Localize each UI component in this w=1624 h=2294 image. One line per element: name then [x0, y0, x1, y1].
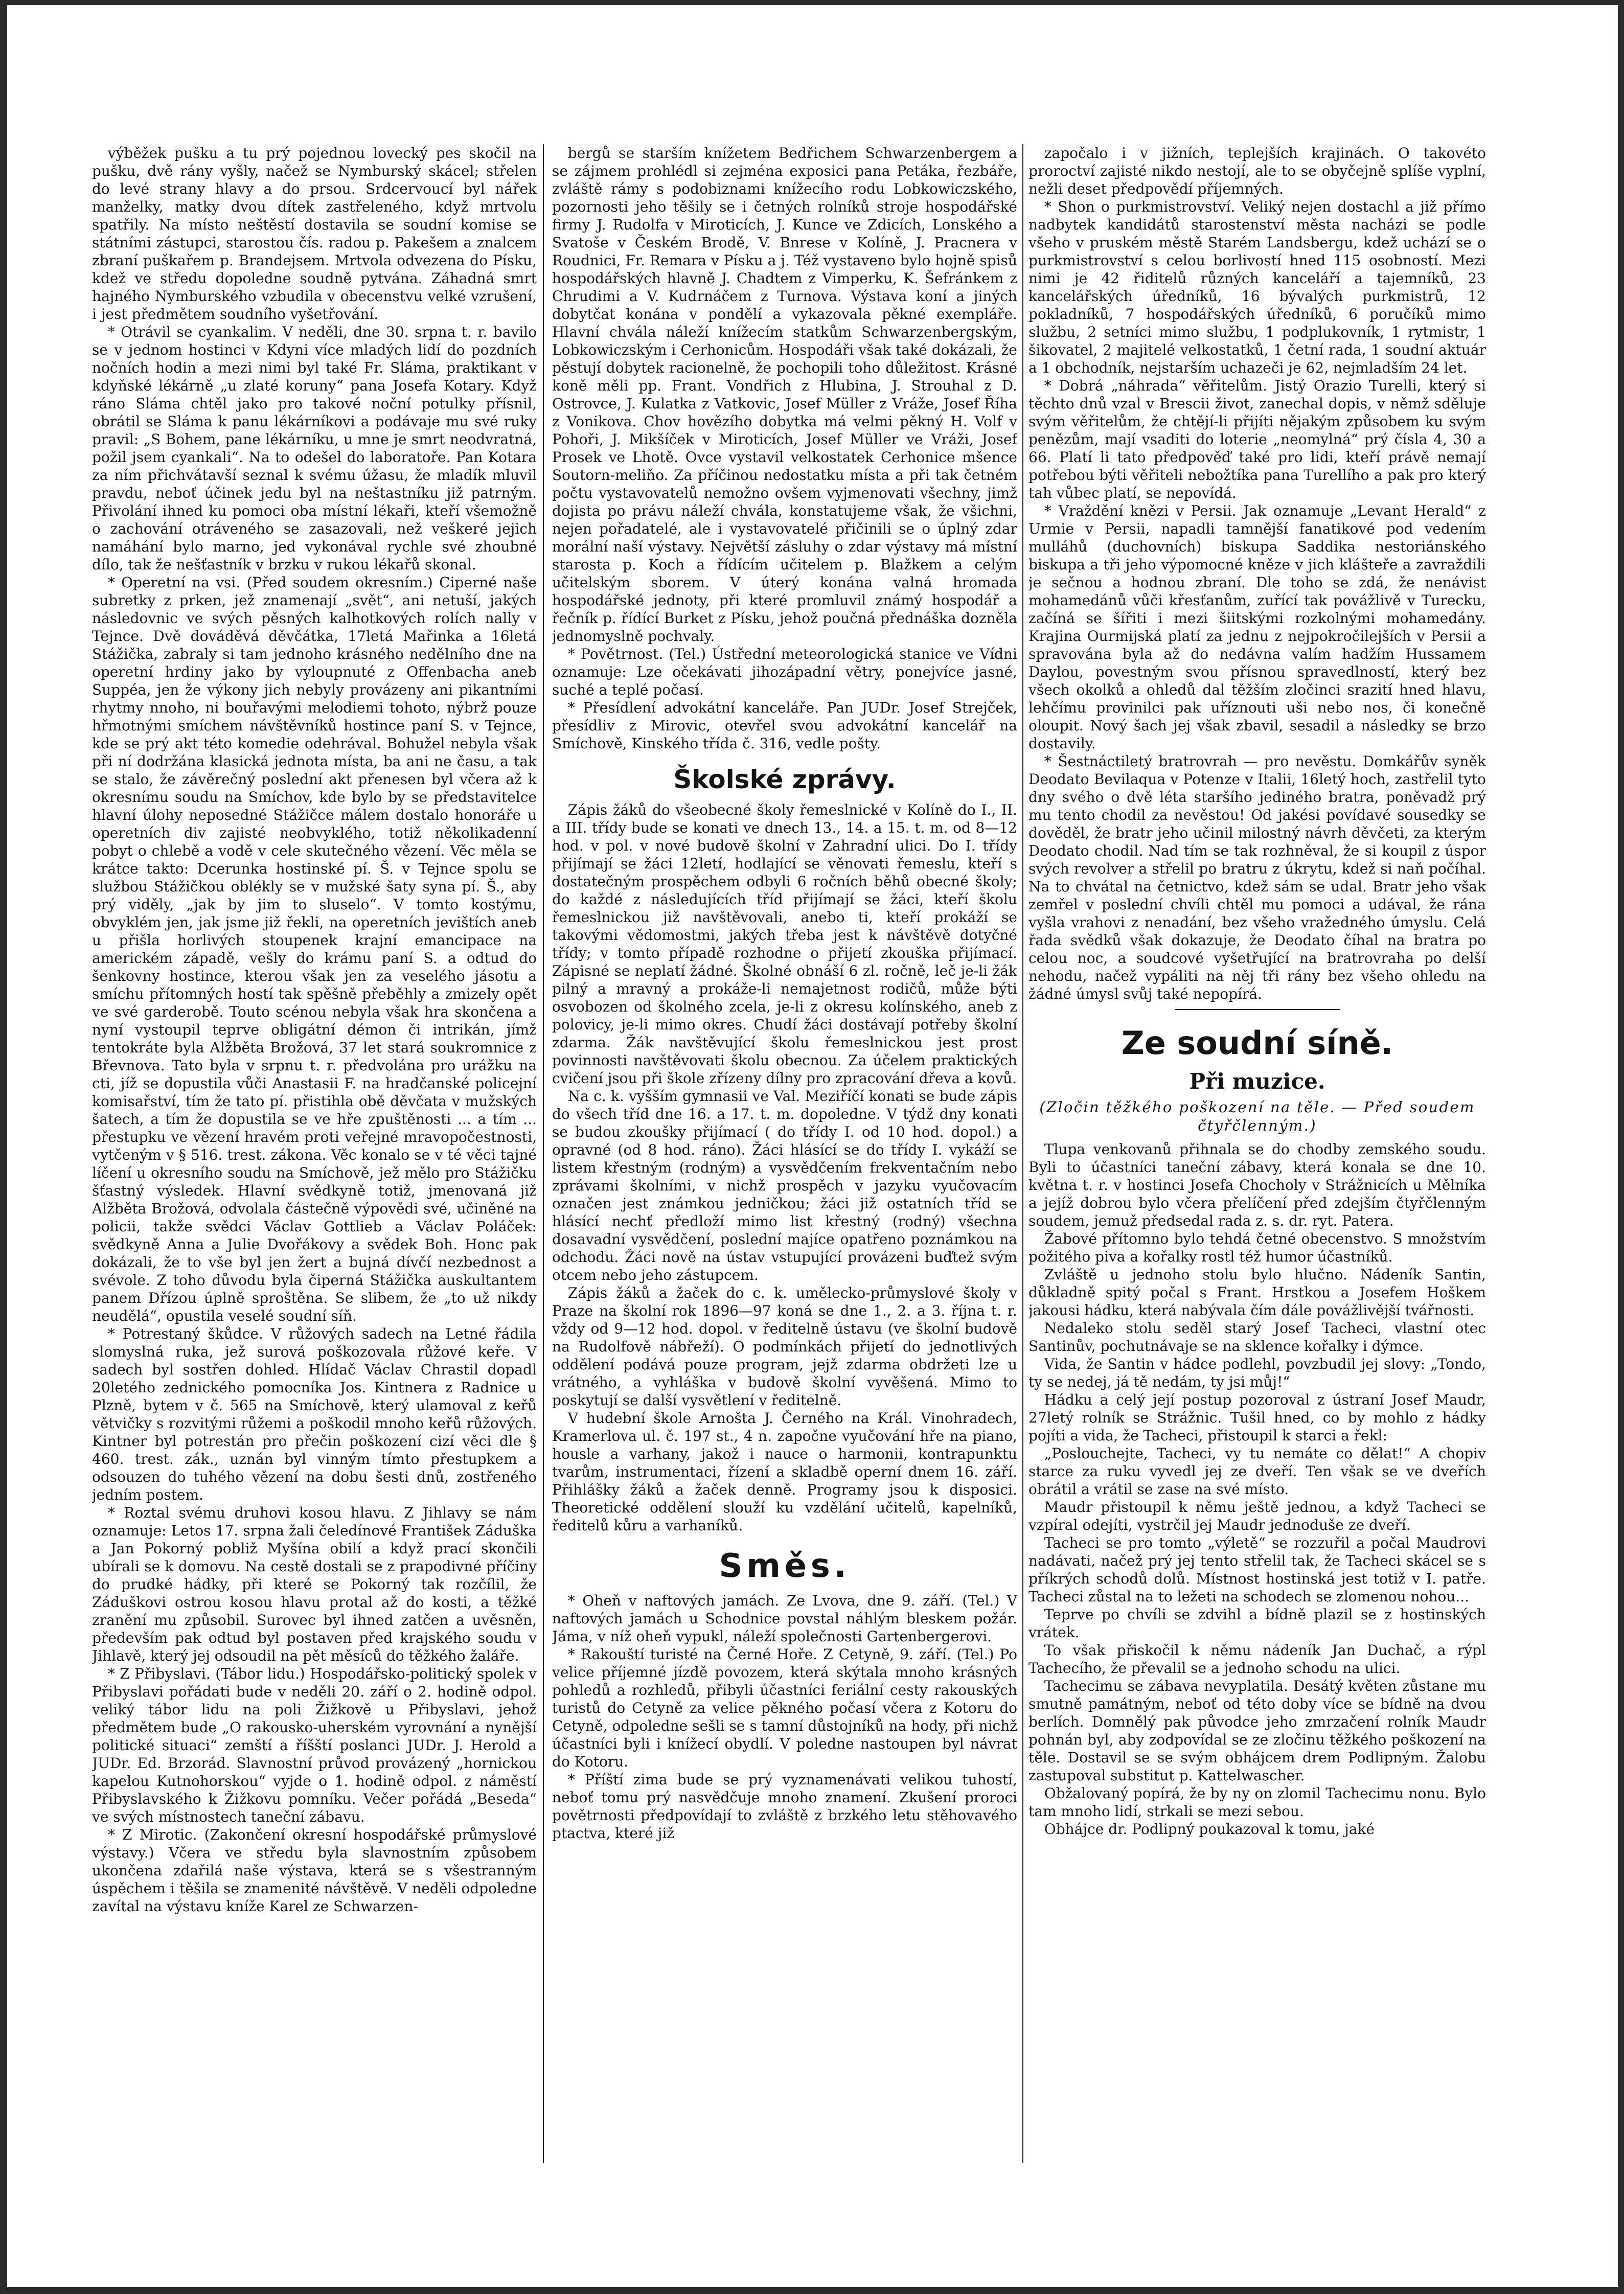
- article-mirotice-exhibition-cont: bergů se starším knížetem Bedřichem Schwarzenbergem a se zájmem prohlédl si zejména exposici pana Petáka, řezbáře, zvláště rámy s podobiznami knížecího rodu Lobkowiczského, pozornosti jeho těšily se i četných rolníků stroje hospodářské firmy J. Rudolfa v Miroticích, J. Kunce ve Zdicích, Lonského a Svatoše v Českém Brodě, V. Bnrese v Kolíně, J. Pracnera v Roudnici, Fr. Remara v Písku a j. Též vystaveno bylo hojně spisů hospodářských hlavně J. Chadtem z Vimperku, K. Šefránkem z Chrudimi a V. Kudrnáčem z Turnova. Výstava koní a jiných dobytčat konána v pondělí a vykazovala pěkné exempláře. Hlavní chvála náleží knížecím statkům Schwarzenbergským, Lobkowiczským i Cerhonicům. Hospodáři však také dokázali, že pěstují dobytek racionelně, že pochopili toho důležitost. Krásné koně měli pp. Frant. Vondřich z Hlubina, J. Strouhal z D. Ostrovce, J. Kulatka z Vatkovic, Josef Müller z Vráže, Josef Říha z Vonikova. Chov hovězího dobytka má velmi pěkný H. Volf v Pohoři, J. Mikšíček v Miroticích, Josef Müller ve Vráži, Josef Prosek ve Lhotě. Ovce vystavil velkostatek Cerhonice mšence Soutorn-meliňo. Za příčinou nedostatku místa a při tak četném počtu vystavovatelů nemožno ovšem vyjmenovati všechny, jimž dojista po právu náleží chvála, konstatujeme však, že všichni, nejen pořadatelé, ale i vystavovatelé přičinili se o úplný zdar morální naší výstavy. Největší zásluhy o zdar výstavy má místní starosta p. Koch a řídícím učitelem p. Blažkem a celým učitelským sborem. V úterý konána valná hromada hospodářské jednoty, při které promluvil známý hospodář a řečník p. řídící Burket z Písku, jehož poučná přednáška dozněla jednomyslně pochvaly.: [552, 145, 1017, 645]
- column-rule-2: [1022, 144, 1023, 2163]
- article-oil-pit-fire: * Oheň v naftových jamách. Ze Lvova, dne 9. září. (Tel.) V naftových jamách u Schodnice povstal náhlým bleskem požár. Jáma, v níž oheň vypukl, náleží společnosti Gartenbergerovi.: [552, 1592, 1017, 1645]
- column-2: [552, 144, 1017, 2209]
- court-case-note: (Zločin těžkého poškození na těle. — Před soudem čtyřčlenným.): [1039, 1098, 1475, 1135]
- court-case-title: Při muzice.: [1189, 1068, 1325, 1094]
- court-paragraph: „Poslouchejte, Tacheci, vy tu nemáte co dělat!“ A chopiv starce za ruku vyvedl jej ze dveří. Ten však se ve dveřích obrátil a vrátil se zase na své místo.: [1028, 1444, 1486, 1498]
- scan-edge-top: [0, 0, 1624, 5]
- article-operetta-in-village: * Operetní na vsi. (Před soudem okresním.) Ciperné naše subretky z prken, jež znamenají „svět“, ani netuší, jakých následovnic ve svých pěsných kalhotkových rolích nally v Tejnce. Dvě dováděvá děvčátka, 17letá Mařinka a 16letá Stážička, zabraly si tam jednoho krásného nedělního dne na operetní hrdiny jako by vyloupnuté z Offenbacha aneb Suppéa, jen že výkony jich nebyly provázeny ani pikantními rhytmy nnoho, ni bouřavými melodiemi tohoto, nýbrž pouze hřmotnými smíchem návštěvníků hostince paní S. v Tejnce, kde se prý akt této komedie odehrával. Bohužel nebyla však při ní dodržána klasická jednota místa, ba ani ne času, a tak se stalo, že závěrečný poslední akt přenesen byl včera až k okresnímu soudu na Smíchov, kde bylo by se představitelce hlavní úlohy neposedné Stážičce málem dostalo honoráře u operetních div zajisté neobvyklého, totiž několikadenní pobyt o chlebě a vodě v cele skutečného vězení. Věc měla se krátce takto: Dcerunka hostinské pí. Š. v Tejnce spolu se službou Stážičkou oblékly se v mužské šaty syna pí. Š., aby prý viděly, „jak by jim to sluselo“. V tomto kostýmu, obvyklém jen, jak jsme již řekli, na operetních jevištích aneb u přišla horlivých stoupenek krajní emancipace na americkém západě, vešly do krámu paní S. a odtud do šenkovny hostince, kterou však jen za veselého jásotu a smíchu přítomných hostí tak spěšně přeběhly a zmizely opět ve své garderobě. Touto scénou nebyla však hra skončena a nyní vystoupil teprve obligátní démon či intrikán, jímž tentokráte byla Alžběta Brožová, 37 let stará soukromnice z Břevnova. Tato byla v srpnu t. r. předvolána pro urážku na cti, jíž se dopustila vůči Anastasii F. na hradčanské policejní komisařství, tím že tato pí. přistihla obě děvčata v mužských šatech, a tím že dopustila se ve hře zpuštěnosti ... a tím ... přestupku ve vězení hravém proti veřejné mravopočestnosti, vytčeným v § 516. trest. zákona. Věc konalo se v té věci tajné líčení u okresního soudu na Smíchově, jež mělo pro Stážičku šťastný výsledek. Hlavní svědkyně totiž, jmenovaná již Alžběta Brožová, odvolala částečně výpovědi své, učiněné na policii, takže svědci Václav Gottlieb a Václav Poláček: svědkyně Anna a Julie Dvořákovy a svědek Boh. Honc pak dokázali, že to vše byl jen žert a bujná dívčí nezbednost a svévole. Z toho důvodu byla čiperná Stážička auskultantem panem Dřízou úplně sproštěna. Se slibem, že „to už nikdy neudělá“, opustila veselé soudní síň.: [92, 574, 537, 1324]
- article-punished-vandal: * Potrestaný škůdce. V růžových sadech na Letné řádila slomyslná ruka, jež surová poškozovala růžové keře. V sadech byl sostřen dohled. Hlídač Václav Chrastil dopadl 20letého zednického pomocníka Jos. Kintnera z Radnice u Plzně, bytem v č. 565 na Smíchově, který ulamoval z keřů větvičky s rozvitými růžemi a poškodil mnoho keřů růžových. Kintner byl potrestán pro přečin poškození cizí věci dle § 460. trest. zák., uznán byl vinným tímto přestupkem a odsouzen do tuhého vězení na dobu šesti dnů, zostřeného jedním postem.: [92, 1325, 537, 1503]
- article-scythe-attack: * Roztal svému druhovi kosou hlavu. Z Jihlavy se nám oznamuje: Letos 17. srpna žali čeledínové František Záduška a Jan Pokorný pobliž Myšína obilí a když prací skončili ubírali se k domovu. Na cestě dostali se z prapodivné příčiny do prudké hádky, při které se Pokorný tak rozčílil, že Záduškovi ostrou kosou hlavu protal až do kosti, a těžké zranění mu způsobil. Surovec byl ihned zatčen a uvěsněn, především pak odtud byl postaven před krajského soudu v Jihlavě, který jej odsoudil na pět měsíců do těžkého žaláře.: [92, 1504, 537, 1664]
- article-meziříčí-gymnasium: Na c. k. vyšším gymnasii ve Val. Meziříčí konati se bude zápis do všech tříd dne 16. a 17. t. m. dopoledne. V týdž dny konati se budou zkoušky přijímací ( do třídy I. od 10 hod. dopol.) a opravné (od 8 hod. ráno). Žáci hlásící se do třídy I. vykáží se listem křestným (rodným) a vysvědčením frekventačním nebo zprávami školními, v nichž prospěch v jazyku vyučovacím označen jest známkou jedničkou; žáci již ostatních tříd se hlásící nechť předloží mimo list křestný (rodný) všechna dosavadní vysvědčení, poslední majíce opatřeno poznámkou na odchodu. Žáci nově na ústav vstupující provázeni buďtež svým otcem nebo jeho zástupcem.: [552, 1087, 1017, 1283]
- court-paragraph: Obžalovaný popírá, že by ny on zlomil Tachecimu nonu. Bylo tam mnoho lidí, strkali se mezi sebou.: [1028, 1784, 1486, 1820]
- court-paragraph: Tachecimu se zábava nevyplatila. Desátý květen zůstane mu smutně památným, neboť od této doby více se bídně na dvou berlích. Domnělý pak původce jeho zmrzačení rolník Maudr pohnán byl, aby zodpovídal se ze zločinu těžkého poškození na těle. Dostavil se se svým obhájcem drem Podlipným. Žalobu zastupoval substitut p. Kattelwascher.: [1028, 1677, 1486, 1784]
- section-heading-miscellany: Směs.: [719, 1547, 851, 1585]
- court-paragraph: Hádku a celý její postup pozoroval z ústraní Josef Maudr, 27letý rolník se Strážnic. Tušil hned, co by mohlo z hádky pojíti a vida, že Tacheci, přistoupil k starci a řekl:: [1028, 1391, 1486, 1444]
- section-heading-school-news: Školské zprávy.: [673, 765, 896, 794]
- article-persia-priests: * Vraždění knězi v Persii. Jak oznamuje „Levant Herald“ z Urmie v Persii, napadli tamnější fanatikové pod vedením mulláhů (duchovních) biskupa Saddika nestoriánského biskupa a tři jeho výpomocné kněze v jich klášteře a zavraždili je sečnou a hodnou zbraní. Dle toho se zdá, že nenávist mohamedánů vůči křesťanům, zuřící tak povážlivě v Turecku, začíná se šířiti i mezi šiitskými rozkolnými mohamedány. Krajina Ourmijská platí za jednu z nejpokročilejších v Persii a spravována byla až do nedávna valím hadžím Hussamem Daylou, povestným svou přísnou spravedlností, který bez všech okolků a ohledů dal těžším zločinci srazití hned hlavu, lehčímu provinilci pak uříznouti uši nebo nos, či konečně oloupit. Nový šach jej však zbavil, sesadil a následky se brzo dostavily.: [1028, 502, 1486, 752]
- article-next-winter: * Příští zima bude se prý vyznamenávati velikou tuhostí, neboť tomu prý nasvědčuje mnoho znamení. Zkušení proroci povětrnosti předpovídají to zvláště z brzkého letu stěhovavého ptactva, které již: [552, 1771, 1017, 1842]
- article-next-winter-cont: započalo i v jižních, teplejších krajinách. O takovéto proroctví zajisté nikdo nestojí, ale to se obyčejně splíše vyplní, nežli deset předpovědí příjemných.: [1028, 145, 1486, 197]
- section-divider: [1175, 1009, 1339, 1010]
- article-law-office-move: * Přesídlení advokátní kanceláře. Pan JUDr. Josef Strejček, přesídliv z Mirovic, otevřel svou advokátní kancelář na Smíchově, Kinského třída č. 316, vedle pošty.: [552, 699, 1017, 752]
- court-paragraph: Obhájce dr. Podlipný poukazoval k tomu, jaké: [1044, 1820, 1375, 1838]
- court-paragraph: Teprve po chvíli se zdvihl a bídně plazil se z hostinských vrátek.: [1028, 1605, 1486, 1641]
- court-paragraph: Zvláště u jednoho stolu bylo hlučno. Nádeník Santin, důkladně spitý počal s Frant. Hrstkou a Josefem Hoškem jakousi hádku, která nabývala čím dále povážlivější tvářnosti.: [1028, 1266, 1486, 1319]
- article-austrian-tourists: * Rakouští turisté na Černé Hoře. Z Cetyně, 9. září. (Tel.) Po velice příjemné jízdě povozem, která skýtala mnoho krásných pohledů a rozhledů, přibyli účastníci feriální cesty rakouských turistů do Cetyně za velice pěkného počasí včera z Kotoru do Cetyně, odpoledne sešli se s tamní důstojníků na hody, při nichž účastníci byli i knížecí obydlí. V poledne nastoupen byl návrat do Kotoru.: [552, 1645, 1017, 1770]
- article-prague-arts-school: Zápis žáků a žaček do c. k. umělecko-průmyslové školy v Praze na školní rok 1896—97 koná se dne 1., 2. a 3. října t. r. vždy od 9—12 hod. dopol. v ředitelně ústavu (ve školní budově na Rudolfově nábřeží). O podmínkách přijetí do jednotlivých oddělení podává pouze program, jejž zdarma obdržeti lze u vrátného, a vyhláška v budově školní vyvěšená. Mimo to poskytují se další vysvětlení v ředitelně.: [552, 1284, 1017, 1409]
- article-weather: * Povětrnost. (Tel.) Ústřední meteorologická stanice ve Vídni oznamuje: Lze očekávati jihozápadní větry, ponejvíce jasné, suché a teplé počasí.: [552, 646, 1017, 698]
- column-rule-1: [543, 144, 544, 2163]
- court-paragraph: Nedaleko stolu seděl starý Josef Tacheci, vlastní otec Santinův, pochutnávaje se na sklence kořalky i dýmce.: [1028, 1319, 1486, 1355]
- column-3: [1028, 144, 1486, 2209]
- column-1: [92, 144, 537, 2209]
- article-kolin-trade-school: Zápis žáků do všeobecné školy řemeslnické v Kolíně do I., II. a III. třídy bude se konati ve dnech 13., 14. a 15. t. m. od 8—12 hod. v pol. v nové budově školní v Zahradní ulici. Do I. třídy přijímají se žáci 12letí, hodlající se věnovati řemeslu, kteří s dostatečným prospěchem odbyli 6 ročních běhů obecné školy; do každé z následujících tříd přijímají se žáci, kteří školu řemeslnickou již navštěvovali, anebo ti, kteří prokáží se takovými vědomostmi, jakých třeba jest k návštěvě dotyčné třídy; v tomto případě rozhodne o přijetí zkouška přijímací. Zápisné se neplatí žádné. Školné obnáší 6 zl. ročně, leč je-li žák pilný a mravný a prokáže-li nemajetnost rodičů, může býti osvobozen od školného zcela, je-li z okresu kolínského, aneb z polovicy, je-li mimo okres. Chudí žáci dostávají potřeby školní zdarma. Žák navštěvující školu řemeslnickou jest prost povinnosti navštěvovati školu obecnou. Za účelem praktických cvičení jsou při škole zřízeny dílny pro zpracování dřeva a kovů.: [552, 801, 1017, 1087]
- scan-edge-bottom: [0, 2287, 1624, 2294]
- section-heading-courtroom: Ze soudní síně.: [1121, 1024, 1393, 1062]
- article-music-school: V hudební škole Arnošta J. Černého na Král. Vinohradech, Kramerlova ul. č. 197 st., 4 n. započne vyučování hře na piano, housle a varhany, jakož i nauce o harmonii, kontrapunktu tvarům, instrumentaci, řízení a skladbě operní dnem 16. září. Přihlášky žáků a žaček denně. Programy jsou k disposici. Theoretické oddělení slouží ku vzdělání učitelů, kapelníků, ředitelů kůru a varhaníků.: [552, 1409, 1017, 1534]
- court-paragraph: Maudr přistoupil k němu ještě jednou, a když Tacheci se vzpíral odejíti, vystrčil jej Maudr jednoduše ze dveří.: [1028, 1498, 1486, 1533]
- article-fratricide: * Šestnáctiletý bratrovrah — pro nevěstu. Domkářův syněk Deodato Bevilaqua v Potenze v Italii, 16letý hoch, zastřelil tyto dny svého o dvě léta staršího jediného bratra, poněvadž prý mu tento chodil za nevěstou! Od jakési povídavé sousedky se dověděl, že bratr jeho učinil milostný návrh děvčeti, za kterým Deodato chodil. Nad tím se tak rozhněval, že si koupil z úspor svých revolver a střelil po bratru z úkrytu, kdež si naň počíhal. Na to chvátal na četnictvo, kdež sám se udal. Bratr jeho však zemřel v poslední chvíli chtěl mu pomoci a udával, že rána vyšla vrahovi z nenadání, bez všeho vražedného úmyslu. Celá řada svědků však dokazuje, že Deodato číhal na bratra po celou noc, a soudcové vyšetřující na bratrovraha po delší nehodu, načež vypáliti na něj tři rány bez všeho ohledu na žádné úmysl svůj také nepopírá.: [1028, 753, 1486, 1002]
- court-paragraph: Vida, že Santin v hádce podlehl, povzbudil jej slovy: „Tondo, ty se nedej, já tě nedám, ty jsi můj!“: [1028, 1355, 1486, 1390]
- scan-edge-left: [0, 0, 7, 2294]
- court-paragraph: Žabové přítomno bylo tehdá četné obecenstvo. S množstvím požitého piva a kořalky rostl též humor účastníků.: [1028, 1230, 1486, 1265]
- article-creditors: * Dobrá „náhrada“ věřitelům. Jistý Orazio Turelli, který si těchto dnů vzal v Brescii život, zanechal dopis, v němž sděluje svým věřitelům, že chtějí-li přijíti nějakým způsobem ku svým penězům, mají vsaditi do loterie „neomylná“ prý čísla 4, 30 a 66. Platí li tato předpověď také pro lidi, kteří právě nemají potřebou býti věřiteli nebožtíka pana Turellího a pak pro který tah vůbec platí, se nepovídá.: [1028, 377, 1486, 501]
- article-hunting-accident: výběžek pušku a tu prý pojednou lovecký pes skočil na pušku, dvě rány vyšly, načež se Nymburský skácel; střelen do levé strany hlavy a do prsou. Srdcervoucí byl nářek manželky, matky dvou dítek zastřeleného, když mrtvolu spatřily. Na místo neštěstí dostavila se soudní komise se státními zástupci, starostou čís. radou p. Pakešem a znalcem zbraní puškařem p. Brandejsem. Mrtvola odvezena do Písku, kdež ve středu dopoledne soudně pytvána. Záhadná smrt hajného Nymburského vzbudila v obecenstvu velké vzrušení, i jest předmětem soudního vyšetřování.: [92, 145, 537, 323]
- court-paragraph: To však přiskočil k němu nádeník Jan Duchač, a rýpl Tachecího, že převalil se a jednoho schodu na ulici.: [1028, 1641, 1486, 1677]
- article-mayor-candidates: * Shon o purkmistrovství. Veliký nejen dostachl a již přímo nadbytek kandidátů starostenství města nacházi se podle všeho v pruském městě Starém Landsbergu, kdež uchází se o purkmistrovství s celou borlivostí hned 115 osobností. Mezi nimi je 42 řiditelů různých kanceláří a tajemníků, 23 kancelářských úředníků, 16 bývalých purkmistrů, 12 pokladníků, 7 hospodářských úředníků, 6 poručíků mimo službu, 2 setníci mimo službu, 1 podplukovník, 1 rytmistr, 1 šikovatel, 2 majitelé velkostatků, 1 četní rada, 1 soudní aktuár a 1 obchodník, nejstarším uchazeči je 62, nejmladším 24 let.: [1028, 198, 1486, 376]
- article-mirotice-exhibition: * Z Mirotic. (Zakončení okresní hospodářské průmyslové výstavy.) Včera ve středu byla slavnostním způsobem ukončena zdařilá naše výstava, která se s všestranným úspěchem i těšila se znamenité návštěvě. V neděli odpoledne zavítal na výstavu kníže Karel ze Schwarzen-: [92, 1826, 537, 1915]
- court-paragraph: Tlupa venkovanů přihnala se do chodby zemského soudu. Byli to účastníci taneční zábavy, která konala se dne 10. května t. r. v hostinci Josefa Chocholy v Strážnicích u Mělníka a jejíž dobrou bylo včera přelíčení před zdejším čtyřčlenným soudem, jemuž předsedal rada z. s. dr. ryt. Patera.: [1028, 1140, 1486, 1229]
- article-cyanide-poisoning: * Otrávil se cyankalim. V neděli, dne 30. srpna t. r. bavilo se v jednom hostinci v Kdyni více mladých lidí do pozdních nočních hodin a mezi nimi byl také Fr. Sláma, praktikant v kdyňské lékárně „u zlaté koruny“ pana Josefa Kotary. Když ráno Sláma chtěl jako pro takové noční potulky přísnil, obrátil se Sláma k panu lékárníkovi a podávaje mu své ruky pravil: „S Bohem, pane lékárníku, u mne je smrt neodvratná, požil jsem cyankali“. Na to odešel do laboratoře. Pan Kotara za ním přichvátavší seznal k svému úžasu, že mladík mluvil pravdu, neboť účinek jedu byl na neštastníku již patrným. Přivolání ihned ku pomoci oba místní lékaři, kteří všemožně o zachování otráveného se zasazovali, než veškeré jejich namáhání bylo marno, jed vykonával rychle své zhoubné dílo, tak že nešťastník v brzku v rukou lékařů skonal.: [92, 324, 537, 573]
- court-paragraph: Tacheci se pro tomto „výletě“ se rozzuřil a počal Maudrovi nadávati, načež prý jej tento střelil tak, že Tacheci skácel se s příkrých schodů dolů. Místnost hostinská jest totiž v I. patře. Tacheci zůstal na to ležeti na schodech se zlomenou nohou...: [1028, 1534, 1486, 1605]
- scan-edge-right: [1618, 0, 1624, 2294]
- article-pribyslav-rally: * Z Přibyslavi. (Tábor lidu.) Hospodářsko-politický spolek v Přibyslavi pořádati bude v neděli 20. září o 2. hodině odpol. veliký tábor lidu na poli Žižkově u Přibyslavi, jehož předmětem bude „O rakousko-uherském vyrovnání a nynější politické situaci“ zemští a říšští poslanci JUDr. J. Herold a JUDr. Ed. Brzorád. Slavnostní průvod provázený „hornickou kapelou Kutnohorskou“ vyjde o 1. hodině odpol. z náměstí Přibyslavského k Žižkovu pomníku. Večer pořádá „Beseda“ ve svých místnostech taneční zábavu.: [92, 1665, 537, 1825]
